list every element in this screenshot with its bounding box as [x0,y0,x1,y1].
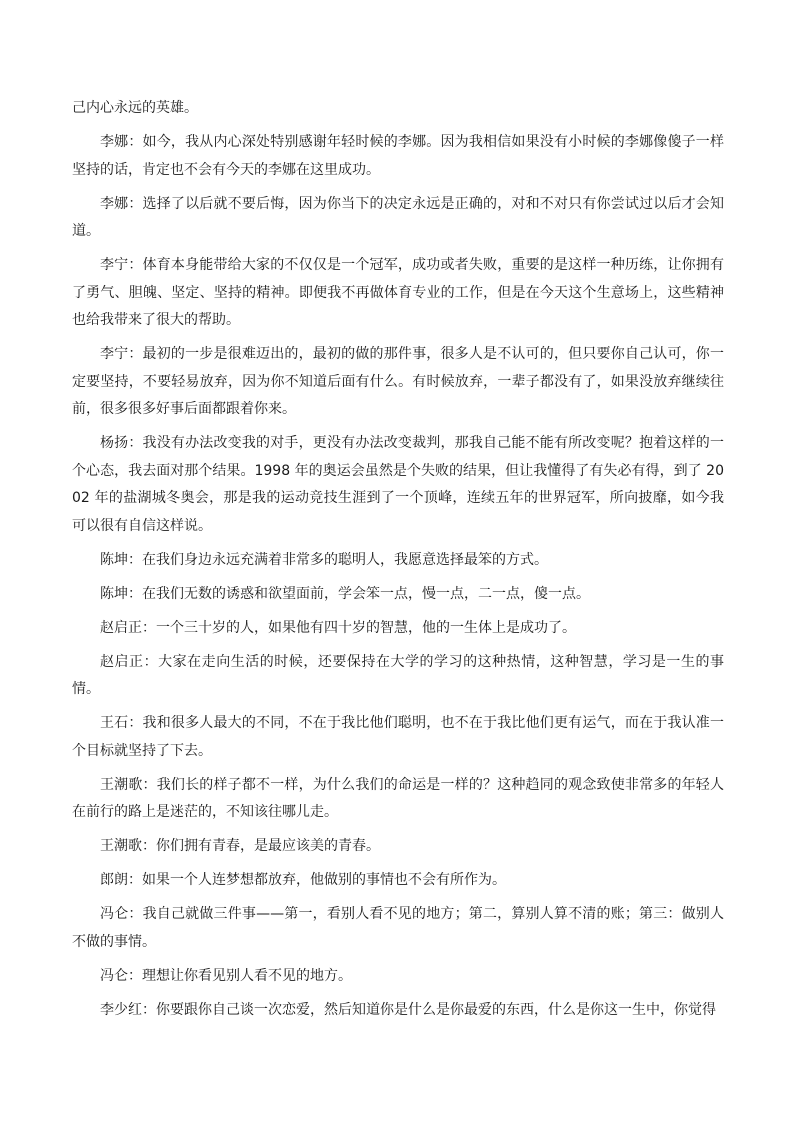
quote-paragraph: 李娜：选择了以后就不要后悔，因为你当下的决定永远是正确的，对和不对只有你尝试过以后才会知道。 [72,195,724,239]
quote-paragraph: 郎朗：如果一个人连梦想都放弃，他做别的事情也不会有所作为。 [100,872,506,888]
quote-paragraph: 赵启正：大家在走向生活的时候，还要保持在大学的学习的这种热情，这种智慧，学习是一生的事情。 [72,653,724,697]
quote-paragraph: 冯仑：理想让你看见别人看不见的地方。 [100,967,352,984]
quote-paragraph: 李宁：最初的一步是很难迈出的，最初的做的那件事，很多人是不认可的，但只要你自己认可，你一定要坚持，不要轻易放弃，因为你不知道后面有什么。有时候放弃，一辈子都没有了，如果没放弃继续往前，很多很多好事后面都跟着你来。 [72,346,724,417]
quote-paragraph: 王潮歌：我们长的样子都不一样，为什么我们的命运是一样的？这种趋同的观念致使非常多的年轻人在前行的路上是迷茫的，不知该往哪儿走。 [72,776,724,820]
paragraph-continuation: 己内心永远的英雄。 [72,100,198,116]
quote-paragraph: 陈坤：在我们身边永远充满着非常多的聪明人，我愿意选择最笨的方式。 [100,551,548,568]
quote-paragraph: 李娜：如今，我从内心深处特别感谢年轻时候的李娜。因为我相信如果没有小时候的李娜像傻子一样坚持的话，肯定也不会有今天的李娜在这里成功。 [72,134,724,178]
quote-paragraph: 王石：我和很多人最大的不同，不在于我比他们聪明，也不在于我比他们更有运气，而在于我认准一个目标就坚持了下去。 [72,715,724,759]
quote-paragraph: 李宁：体育本身能带给大家的不仅仅是一个冠军，成功或者失败，重要的是这样一种历练，让你拥有了勇气、胆魄、坚定、坚持的精神。即便我不再做体育专业的工作，但是在今天这个生意场上，这些精神也给我带来了很大的帮助。 [72,257,724,328]
document-page [72,0,724,1031]
quote-paragraph: 杨扬：我没有办法改变我的对手，更没有办法改变裁判，那我自己能不能有所改变呢？抱着这样的一个心态，我去面对那个结果。1998 年的奥运会虽然是个失败的结果，但让我懂得了有失必有得，到了 2002 年的盐湖城冬奥会，那是我的运动竞技生涯到了一个顶峰，连续五年的世界冠军，所向披靡，如今我可以很有自信这样说。 [72,435,724,534]
quote-paragraph: 王潮歌：你们拥有青春，是最应该美的青春。 [100,838,380,854]
quote-paragraph: 李少红：你要跟你自己谈一次恋爱，然后知道你是什么是你最爱的东西，什么是你这一生中，你觉得 [100,1001,716,1018]
quote-paragraph: 冯仑：我自己就做三件事——第一，看别人看不见的地方；第二，算别人算不清的账；第三：做别人不做的事情。 [72,906,724,950]
quote-paragraph: 陈坤：在我们无数的诱惑和欲望面前，学会笨一点，慢一点，二一点，傻一点。 [100,585,590,602]
quote-paragraph: 赵启正：一个三十岁的人，如果他有四十岁的智慧，他的一生体上是成功了。 [100,619,576,636]
